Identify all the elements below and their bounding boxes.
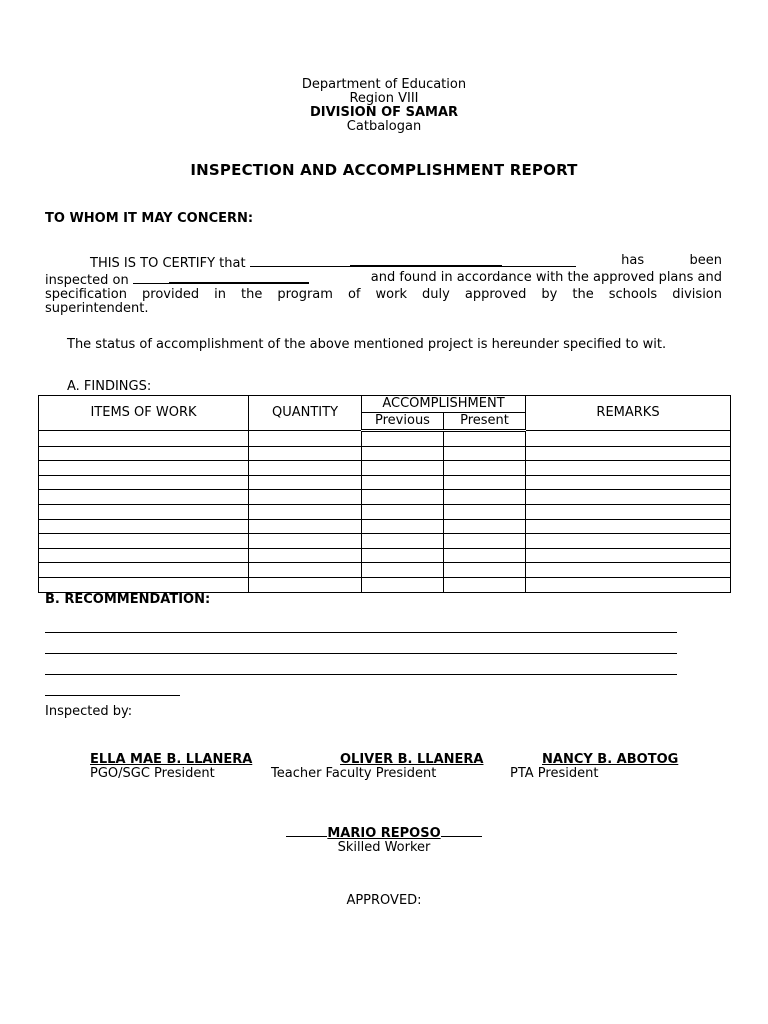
table-row xyxy=(39,577,731,592)
table-cell[interactable] xyxy=(444,504,526,519)
col-previous: Previous xyxy=(362,413,444,431)
table-row xyxy=(39,431,731,447)
inspected-on-text: inspected on xyxy=(45,273,129,288)
table-cell[interactable] xyxy=(362,446,444,461)
table-cell[interactable] xyxy=(362,577,444,592)
table-cell[interactable] xyxy=(362,490,444,505)
table-cell[interactable] xyxy=(526,548,731,563)
table-cell[interactable] xyxy=(39,446,249,461)
table-cell[interactable] xyxy=(444,446,526,461)
table-row xyxy=(39,461,731,476)
table-row xyxy=(39,446,731,461)
project-blank xyxy=(250,255,350,267)
table-cell[interactable] xyxy=(526,504,731,519)
table-cell[interactable] xyxy=(249,490,362,505)
table-cell[interactable] xyxy=(39,504,249,519)
table-cell[interactable] xyxy=(362,548,444,563)
table-row xyxy=(39,534,731,549)
table-row xyxy=(39,475,731,490)
table-cell[interactable] xyxy=(249,475,362,490)
table-cell[interactable] xyxy=(526,534,731,549)
city-line: Catbalogan xyxy=(346,119,422,134)
table-cell[interactable] xyxy=(362,504,444,519)
certification-paragraph xyxy=(45,254,722,316)
letterhead xyxy=(0,78,768,134)
table-cell[interactable] xyxy=(362,475,444,490)
table-cell[interactable] xyxy=(444,534,526,549)
certify-text-start: THIS IS TO CERTIFY that xyxy=(90,256,246,271)
skilled-worker-role: Skilled Worker xyxy=(337,840,431,855)
signatory-name: OLIVER B. LLANERA xyxy=(340,752,484,767)
department-line: Department of Education xyxy=(301,77,467,92)
table-cell[interactable] xyxy=(39,475,249,490)
skilled-worker-name-line xyxy=(0,824,768,841)
signatory-role: PTA President xyxy=(510,766,599,781)
inspected-by-label: Inspected by: xyxy=(45,704,133,719)
recommendation-line[interactable] xyxy=(45,674,677,675)
table-cell[interactable] xyxy=(39,519,249,534)
table-row xyxy=(39,548,731,563)
table-cell[interactable] xyxy=(249,519,362,534)
table-cell[interactable] xyxy=(444,475,526,490)
table-cell[interactable] xyxy=(249,548,362,563)
col-quantity: QUANTITY xyxy=(249,396,362,431)
table-cell[interactable] xyxy=(526,461,731,476)
table-cell[interactable] xyxy=(362,563,444,578)
recommendation-line[interactable] xyxy=(45,632,677,633)
skilled-worker-name: MARIO REPOSO xyxy=(327,826,441,841)
table-cell[interactable] xyxy=(39,490,249,505)
certify-been: been xyxy=(689,253,722,268)
approved-label: APPROVED: xyxy=(346,893,422,908)
table-cell[interactable] xyxy=(39,461,249,476)
col-items-of-work: ITEMS OF WORK xyxy=(39,396,249,431)
table-cell[interactable] xyxy=(444,563,526,578)
table-cell[interactable] xyxy=(39,534,249,549)
findings-label: A. FINDINGS: xyxy=(67,379,152,394)
signatory-role: Teacher Faculty President xyxy=(271,766,437,781)
recommendation-line[interactable] xyxy=(45,653,677,654)
signatory-name: ELLA MAE B. LLANERA xyxy=(90,752,253,767)
salutation: TO WHOM IT MAY CONCERN: xyxy=(45,211,254,226)
certify-line-3: specification provided in the program of work duly approved by the schools division xyxy=(45,287,722,302)
table-cell[interactable] xyxy=(249,446,362,461)
table-cell[interactable] xyxy=(249,534,362,549)
certify-has: has xyxy=(621,253,645,268)
table-cell[interactable] xyxy=(249,504,362,519)
table-cell[interactable] xyxy=(39,548,249,563)
col-present: Present xyxy=(444,413,526,431)
table-row xyxy=(39,563,731,578)
table-cell[interactable] xyxy=(249,461,362,476)
table-cell[interactable] xyxy=(362,519,444,534)
signatory-pta xyxy=(510,753,678,781)
report-title: INSPECTION AND ACCOMPLISHMENT REPORT xyxy=(190,161,578,179)
table-cell[interactable] xyxy=(39,431,249,447)
table-cell[interactable] xyxy=(249,577,362,592)
table-row xyxy=(39,490,731,505)
table-cell[interactable] xyxy=(526,563,731,578)
table-cell[interactable] xyxy=(39,563,249,578)
recommendation-label: B. RECOMMENDATION: xyxy=(45,592,211,607)
table-cell[interactable] xyxy=(444,519,526,534)
certify-line-2 xyxy=(45,271,722,288)
table-cell[interactable] xyxy=(249,431,362,447)
certify-line-4: superintendent. xyxy=(45,301,149,316)
table-cell[interactable] xyxy=(526,577,731,592)
division-line: DIVISION OF SAMAR xyxy=(309,105,459,120)
table-cell[interactable] xyxy=(526,431,731,447)
signatory-pgo xyxy=(90,753,252,781)
signatory-name: NANCY B. ABOTOG xyxy=(542,752,679,767)
table-cell[interactable] xyxy=(444,431,526,447)
table-row xyxy=(39,519,731,534)
table-cell[interactable] xyxy=(526,446,731,461)
table-cell[interactable] xyxy=(362,431,444,447)
recommendation-line[interactable] xyxy=(45,695,180,696)
findings-table xyxy=(38,395,731,593)
findings-body xyxy=(39,431,731,593)
skilled-worker-block xyxy=(0,824,768,855)
table-cell[interactable] xyxy=(444,461,526,476)
table-cell[interactable] xyxy=(444,548,526,563)
table-cell[interactable] xyxy=(526,490,731,505)
table-row xyxy=(39,504,731,519)
table-cell[interactable] xyxy=(444,577,526,592)
region-line: Region VIII xyxy=(349,91,419,106)
table-cell[interactable] xyxy=(526,519,731,534)
col-remarks: REMARKS xyxy=(526,396,731,431)
table-cell[interactable] xyxy=(39,577,249,592)
table-cell[interactable] xyxy=(526,475,731,490)
table-cell[interactable] xyxy=(362,534,444,549)
certify-line-1 xyxy=(45,254,722,271)
table-cell[interactable] xyxy=(362,461,444,476)
signatory-teacher xyxy=(271,753,483,781)
table-cell[interactable] xyxy=(249,563,362,578)
certify-accordance-text: and found in accordance with the approved plans and xyxy=(370,270,722,285)
status-text: The status of accomplishment of the above mentioned project is hereunder specified to wit. xyxy=(67,337,667,352)
table-cell[interactable] xyxy=(444,490,526,505)
date-blank xyxy=(133,272,169,284)
signatory-role: PGO/SGC President xyxy=(90,766,215,781)
col-accomplishment: ACCOMPLISHMENT xyxy=(362,396,526,413)
